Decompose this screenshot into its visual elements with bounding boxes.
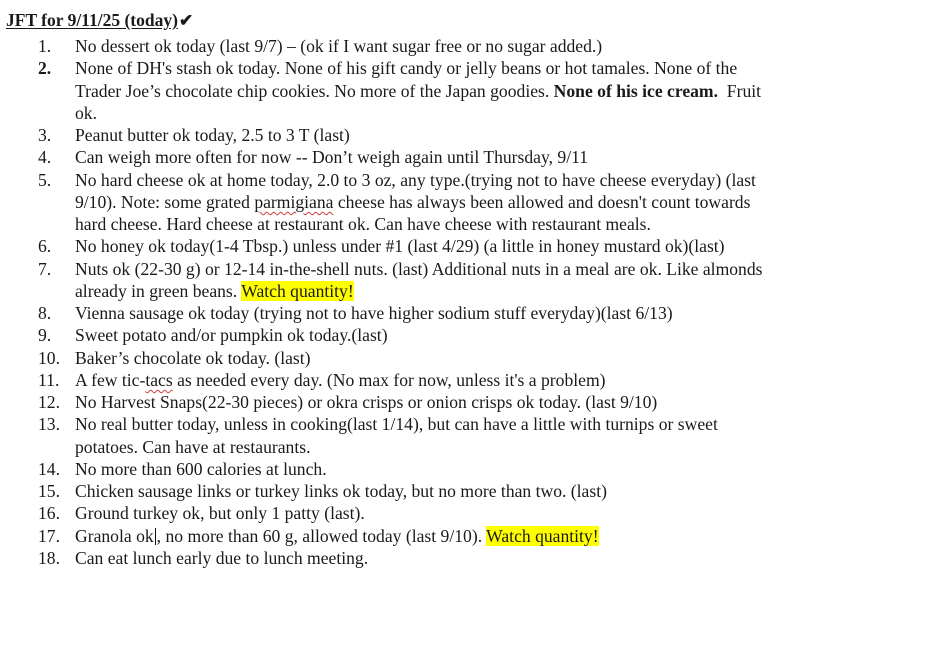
item-number: 18. <box>38 547 60 568</box>
item-number: 5. <box>38 169 52 190</box>
item-text-line-3: ok. <box>75 102 97 123</box>
list-item-16 <box>0 502 950 524</box>
item-number: 13. <box>38 414 60 435</box>
item-number: 17. <box>38 525 60 546</box>
list-item-10 <box>0 347 950 369</box>
bold-ice-cream-text: None of his ice cream. <box>553 80 718 101</box>
item-text-segment: as needed every day. (No max for now, unless it's a problem) <box>172 369 606 390</box>
item-text: No honey ok today(1-4 Tbsp.) unless under #1 (last 4/29) (a little in honey mustard ok)(last) <box>75 236 725 257</box>
list-item-18 <box>0 547 950 569</box>
item-number: 15. <box>38 481 60 501</box>
item-text-line-1: No real butter today, unless in cooking(last 1/14), but can have a little with turnips or sweet <box>75 414 718 435</box>
item-text: Sweet potato and/or pumpkin ok today.(last) <box>75 325 388 346</box>
item-text-segment: cheese has always been allowed and doesn't count towards <box>333 191 751 212</box>
list-item-12 <box>0 391 950 413</box>
item-text-segment: Granola ok <box>75 525 154 546</box>
item-text <box>75 369 936 391</box>
item-number: 8. <box>38 303 52 323</box>
item-number: 12. <box>38 392 60 412</box>
list-item-11 <box>0 369 950 391</box>
item-text-segment: 9/10). Note: some grated <box>75 191 255 212</box>
item-text-line-3: hard cheese. Hard cheese at restaurant ok. Can have cheese with restaurant meals. <box>75 214 651 234</box>
item-text: No Harvest Snaps(22-30 pieces) or okra crisps or onion crisps ok today. (last 9/10) <box>75 392 658 412</box>
item-text-line-2 <box>75 80 936 102</box>
list-item-17 <box>0 525 950 547</box>
item-text-segment: Fruit <box>718 80 762 101</box>
checkmark-icon: ✔ <box>178 11 194 30</box>
list-item-6 <box>0 235 950 257</box>
list-item-3 <box>0 124 950 146</box>
list-item-8 <box>0 302 950 324</box>
list-item-7 <box>0 258 950 303</box>
item-text-line-1: None of DH's stash ok today. None of his gift candy or jelly beans or hot tamales. None of the <box>75 58 738 79</box>
list-item-2 <box>0 57 950 124</box>
document-title <box>6 8 193 33</box>
item-text: No dessert ok today (last 9/7) – (ok if I want sugar free or no sugar added.) <box>75 36 603 56</box>
item-text-segment: , no more than 60 g, allowed today (last 9/10). <box>156 525 487 546</box>
list-item-9 <box>0 324 950 346</box>
item-text: Chicken sausage links or turkey links ok today, but no more than two. (last) <box>75 481 607 501</box>
item-number: 9. <box>38 325 52 346</box>
list-item-1 <box>0 35 950 57</box>
item-number: 7. <box>38 258 52 279</box>
highlighted-warning: Watch quantity! <box>241 280 354 301</box>
item-text: Ground turkey ok, but only 1 patty (last). <box>75 503 365 524</box>
rules-list <box>0 35 950 569</box>
item-text-line-2 <box>75 280 936 302</box>
item-number: 10. <box>38 347 60 368</box>
item-text-line-1: Nuts ok (22-30 g) or 12-14 in-the-shell nuts. (last) Additional nuts in a meal are ok. Like almonds <box>75 258 763 279</box>
item-text[interactable] <box>75 525 936 547</box>
item-number: 3. <box>38 125 52 145</box>
item-text-segment: Trader Joe’s chocolate chip cookies. No more of the Japan goodies. <box>75 80 554 101</box>
list-item-5 <box>0 169 950 236</box>
item-number: 16. <box>38 503 60 524</box>
spellcheck-word[interactable]: tacs <box>145 369 173 390</box>
list-item-14 <box>0 458 950 480</box>
item-text: No more than 600 calories at lunch. <box>75 458 327 479</box>
item-text: Can eat lunch early due to lunch meeting. <box>75 547 369 568</box>
item-number: 6. <box>38 236 52 257</box>
title-text: JFT for 9/11/25 (today) <box>6 10 178 30</box>
item-text-segment: already in green beans. <box>75 280 242 301</box>
item-number: 4. <box>38 147 52 168</box>
item-text: Baker’s chocolate ok today. (last) <box>75 347 311 368</box>
item-number: 14. <box>38 458 60 479</box>
item-text-segment: A few tic- <box>75 369 146 390</box>
item-text: Peanut butter ok today, 2.5 to 3 T (last) <box>75 125 350 145</box>
item-text-line-1: No hard cheese ok at home today, 2.0 to 3 oz, any type.(trying not to have cheese everyday) (last <box>75 169 756 190</box>
item-text-line-2: potatoes. Can have at restaurants. <box>75 436 311 457</box>
item-number: 1. <box>38 36 52 56</box>
item-text: Vienna sausage ok today (trying not to have higher sodium stuff everyday)(last 6/13) <box>75 303 673 323</box>
spellcheck-word[interactable]: parmigiana <box>254 191 334 212</box>
text-cursor <box>155 528 156 545</box>
item-text: Can weigh more often for now -- Don’t weigh again until Thursday, 9/11 <box>75 147 589 168</box>
list-item-13 <box>0 413 950 458</box>
item-number: 11. <box>38 369 60 390</box>
list-item-4 <box>0 146 950 168</box>
list-item-15 <box>0 480 950 502</box>
item-text-line-2 <box>75 191 936 213</box>
item-number: 2. <box>38 58 52 79</box>
highlighted-warning: Watch quantity! <box>486 525 599 546</box>
